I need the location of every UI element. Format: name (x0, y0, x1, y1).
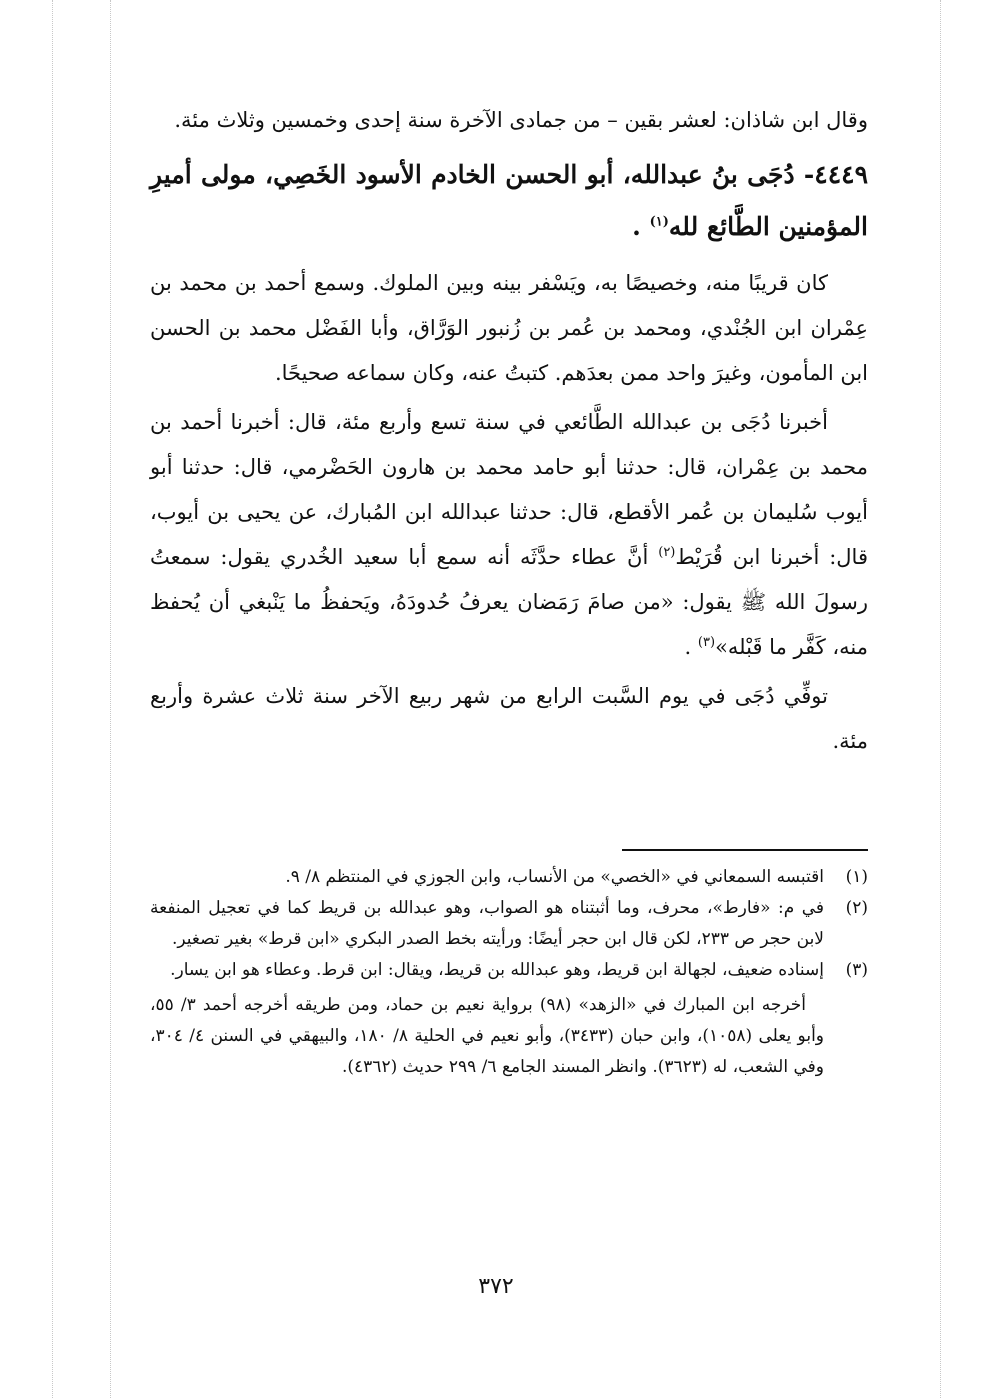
footnotes (150, 862, 868, 1083)
main-text (150, 98, 868, 764)
footnote-text: اقتبسه السمعاني في «الخصي» من الأنساب، وابن الجوزي في المنتظم ٨/ ٩. (285, 867, 824, 887)
footnote-item (150, 955, 868, 986)
scan-edge-line (110, 0, 111, 1398)
footnote-item (150, 862, 868, 893)
footnote-text: إسناده ضعيف، لجهالة ابن قريط، وهو عبدالله بن قريط، ويقال: ابن قرط. وعطاء هو ابن يسار. (170, 960, 824, 980)
footnote-text: في م: «فارط»، محرف، وما أثبتناه هو الصواب، وهو عبدالله بن قريط كما في تعجيل المنفعة لابن حجر ص ٢٣٣، لكن قال ابن حجر أيضًا: ورأيته بخط الصدر البكري «ابن قرط» بغير تصغير. (150, 898, 824, 949)
scan-edge-line (940, 0, 941, 1398)
footnote-ref-3: (٣) (697, 635, 716, 650)
paragraph-hadith (150, 400, 868, 670)
footnote-continuation: أخرجه ابن المبارك في «الزهد» (٩٨) برواية نعيم بن حماد، ومن طريقه أخرجه أحمد ٣/ ٥٥، وأبو يعلى (١٠٥٨)، وابن حبان (٣٤٣٣)، وأبو نعيم في الحلية ٨/ ١٨٠، والبيهقي في السنن ٤/ ٣٠٤، وفي الشعب، له (٣٦٢٣). وانظر المسند الجامع ٦/ ٢٩٩ حديث (٤٣٦٢). (150, 995, 824, 1077)
intro-line: وقال ابن شاذان: لعشر بقين – من جمادى الآخرة سنة إحدى وخمسين وثلاث مئة. (174, 108, 868, 132)
paragraph-biography: كان قريبًا منه، وخصيصًا به، ويَسْفر بينه وبين الملوك. وسمع أحمد بن محمد بن عِمْران ابن الجُنْدي، ومحمد بن عُمر بن زُنبور الوَرَّاق، وأبا الفَضْل محمد بن الحسن ابن المأمون، وغيرَ واحد ممن بعدَهم. كتبتُ عنه، وكان سماعه صحيحًا. (150, 271, 868, 385)
entry-heading (150, 149, 868, 253)
hadith-end: . (684, 635, 692, 659)
hadith-matn: أنَّ عطاء حدَّثَه أنه سمع أبا سعيد الخُدري يقول: سمعتُ رسولَ الله ﷺ يقول: «من صامَ رَمَضان يعرفُ حُدودَهُ، ويَحفظُ ما يَنْبغي أن يُحفظ منه، كَفَّر ما قَبْله» (150, 545, 868, 659)
footnote-item (150, 893, 868, 955)
footnote-ref-2: (٢) (658, 545, 676, 560)
paragraph-death: توفِّي دُجَى في يوم السَّبت الرابع من شهر ربيع الآخر سنة ثلاث عشرة وأربع مئة. (150, 684, 868, 753)
footnote-number: (٢) (845, 898, 868, 918)
footnote-ref-1: (١) (649, 214, 669, 230)
page-number: ٣٧٢ (478, 1274, 514, 1299)
footnote-number: (٣) (845, 960, 868, 980)
footnote-separator (622, 849, 868, 851)
footnote-number: (١) (845, 867, 868, 887)
hadith-isnad: أخبرنا دُجَى بن عبدالله الطَّائعي في سنة تسع وأربع مئة، قال: أخبرنا أحمد بن محمد بن عِمْران، قال: حدثنا أبو حامد محمد بن هارون الحَضْرمي، قال: حدثنا أبو أيوب سُليمان بن عُمر الأقطع، قال: حدثنا عبدالله ابن المُبارك، عن يحيى بن أيوب، قال: أخبرنا ابن قُرَيْط (150, 410, 868, 569)
entry-heading-text: ٤٤٤٩- دُجَى بنُ عبدالله، أبو الحسن الخادم الأسود الخَصِي، مولى أميرِ المؤمنين الطَّائع لله (150, 160, 868, 241)
entry-heading-end: . (632, 212, 641, 241)
scan-edge-line (52, 0, 53, 1398)
